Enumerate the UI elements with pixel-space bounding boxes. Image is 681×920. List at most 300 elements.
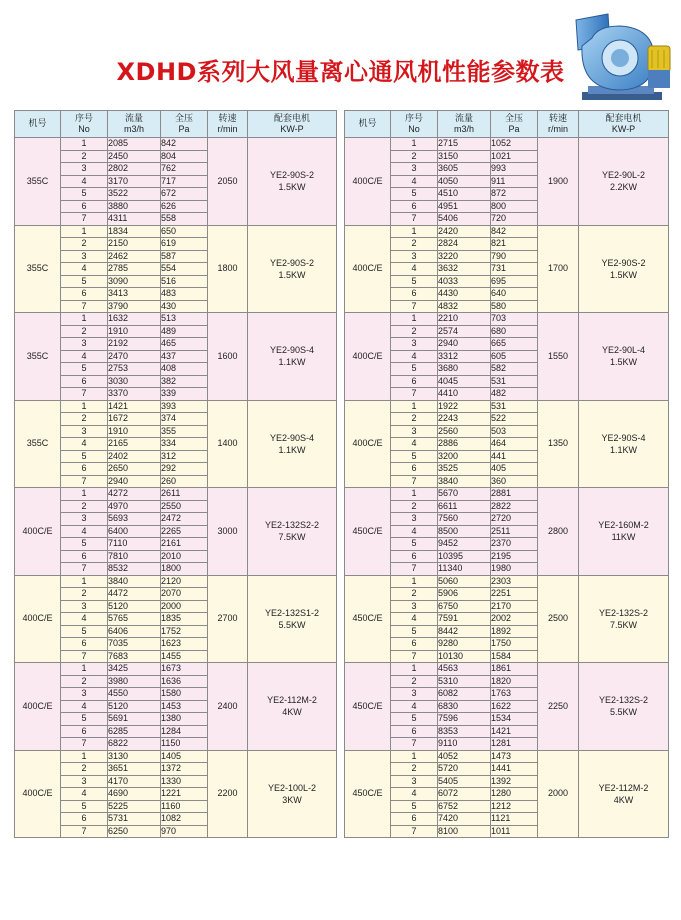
seq-cell: 2 — [61, 150, 108, 163]
table-header — [15, 111, 337, 138]
motor-model: YE2-132S1-2 — [264, 607, 320, 618]
seq-cell: 3 — [391, 513, 438, 526]
motor-cell — [579, 663, 669, 751]
model-cell: 400C/E — [345, 313, 391, 401]
motor-power: 3KW — [282, 794, 302, 805]
header-pressure: 全压 Pa — [161, 111, 208, 138]
flow-cell: 3413 — [108, 288, 161, 301]
seq-cell: 1 — [391, 663, 438, 676]
pressure-cell: 911 — [491, 175, 538, 188]
pressure-cell: 1150 — [161, 738, 208, 751]
motor-model: YE2-132S2-2 — [264, 520, 320, 531]
header-motor: 配套电机 KW-P — [579, 111, 669, 138]
pressure-cell: 464 — [491, 438, 538, 451]
speed-cell: 1350 — [538, 400, 579, 488]
seq-cell: 3 — [61, 338, 108, 351]
seq-cell: 5 — [61, 713, 108, 726]
motor-model: YE2-100L-2 — [267, 782, 317, 793]
flow-cell: 4690 — [108, 788, 161, 801]
flow-cell: 1421 — [108, 400, 161, 413]
pressure-cell: 312 — [161, 450, 208, 463]
speed-cell: 1800 — [208, 225, 248, 313]
seq-cell: 4 — [391, 350, 438, 363]
speed-cell: 1400 — [208, 400, 248, 488]
pressure-cell: 482 — [491, 388, 538, 401]
motor-cell — [248, 400, 337, 488]
pressure-cell: 334 — [161, 438, 208, 451]
pressure-cell: 1673 — [161, 663, 208, 676]
flow-cell: 3522 — [108, 188, 161, 201]
flow-cell: 4050 — [438, 175, 491, 188]
flow-cell: 5731 — [108, 813, 161, 826]
flow-cell: 3150 — [438, 150, 491, 163]
model-cell: 450C/E — [345, 575, 391, 663]
motor-cell — [248, 313, 337, 401]
flow-cell: 10395 — [438, 550, 491, 563]
seq-cell: 3 — [61, 250, 108, 263]
pressure-cell: 680 — [491, 325, 538, 338]
table-row — [345, 225, 669, 238]
seq-cell: 2 — [61, 413, 108, 426]
pressure-cell: 842 — [491, 225, 538, 238]
pressure-cell: 260 — [161, 475, 208, 488]
pressure-cell: 531 — [491, 400, 538, 413]
pressure-cell: 665 — [491, 338, 538, 351]
pressure-cell: 1372 — [161, 763, 208, 776]
table-row — [345, 663, 669, 676]
motor-model: YE2-90S-2 — [601, 257, 646, 268]
flow-cell: 2715 — [438, 138, 491, 151]
pressure-cell: 2611 — [161, 488, 208, 501]
pressure-cell: 1763 — [491, 688, 538, 701]
pressure-cell: 1212 — [491, 800, 538, 813]
flow-cell: 9452 — [438, 538, 491, 551]
flow-cell: 4410 — [438, 388, 491, 401]
pressure-cell: 1281 — [491, 738, 538, 751]
seq-cell: 4 — [61, 700, 108, 713]
pressure-cell: 430 — [161, 300, 208, 313]
seq-cell: 7 — [61, 213, 108, 226]
header-motor: 配套电机 KW-P — [248, 111, 337, 138]
pressure-cell: 1280 — [491, 788, 538, 801]
motor-power: 11KW — [611, 532, 636, 543]
flow-cell: 2420 — [438, 225, 491, 238]
seq-cell: 5 — [391, 538, 438, 551]
table-row — [15, 400, 337, 413]
flow-cell: 6406 — [108, 625, 161, 638]
seq-cell: 6 — [61, 725, 108, 738]
motor-power: 1.5KW — [609, 269, 637, 280]
flow-cell: 7591 — [438, 613, 491, 626]
pressure-cell: 292 — [161, 463, 208, 476]
seq-cell: 4 — [61, 438, 108, 451]
seq-cell: 2 — [391, 763, 438, 776]
seq-cell: 4 — [61, 613, 108, 626]
pressure-cell: 382 — [161, 375, 208, 388]
motor-cell — [579, 575, 669, 663]
flow-cell: 3170 — [108, 175, 161, 188]
header-model: 机号 — [15, 111, 61, 138]
pressure-cell: 703 — [491, 313, 538, 326]
flow-cell: 3651 — [108, 763, 161, 776]
motor-cell — [248, 488, 337, 576]
header-flow: 流量 m3/h — [108, 111, 161, 138]
pressure-cell: 503 — [491, 425, 538, 438]
flow-cell: 8100 — [438, 825, 491, 838]
pressure-cell: 842 — [161, 138, 208, 151]
seq-cell: 3 — [391, 688, 438, 701]
pressure-cell: 2881 — [491, 488, 538, 501]
seq-cell: 5 — [61, 625, 108, 638]
model-cell: 450C/E — [345, 663, 391, 751]
seq-cell: 6 — [391, 638, 438, 651]
flow-cell: 2940 — [438, 338, 491, 351]
pressure-cell: 522 — [491, 413, 538, 426]
seq-cell: 4 — [61, 788, 108, 801]
motor-cell — [579, 313, 669, 401]
table-row — [15, 575, 337, 588]
flow-cell: 6830 — [438, 700, 491, 713]
pressure-cell: 1800 — [161, 563, 208, 576]
flow-cell: 3200 — [438, 450, 491, 463]
seq-cell: 7 — [391, 738, 438, 751]
seq-cell: 7 — [61, 738, 108, 751]
seq-cell: 5 — [61, 275, 108, 288]
seq-cell: 3 — [391, 163, 438, 176]
motor-power: 7.5KW — [609, 619, 637, 630]
flow-cell: 5720 — [438, 763, 491, 776]
pressure-cell: 405 — [491, 463, 538, 476]
flow-cell: 4430 — [438, 288, 491, 301]
flow-cell: 1632 — [108, 313, 161, 326]
pressure-cell: 993 — [491, 163, 538, 176]
flow-cell: 2886 — [438, 438, 491, 451]
pressure-cell: 790 — [491, 250, 538, 263]
seq-cell: 3 — [61, 600, 108, 613]
flow-cell: 7110 — [108, 538, 161, 551]
flow-cell: 2824 — [438, 238, 491, 251]
model-cell: 400C/E — [345, 225, 391, 313]
pressure-cell: 1752 — [161, 625, 208, 638]
motor-model: YE2-112M-2 — [267, 695, 317, 706]
pressure-cell: 1980 — [491, 563, 538, 576]
speed-cell: 2000 — [538, 750, 579, 838]
pressure-cell: 393 — [161, 400, 208, 413]
flow-cell: 6250 — [108, 825, 161, 838]
flow-cell: 2243 — [438, 413, 491, 426]
pressure-cell: 1421 — [491, 725, 538, 738]
flow-cell: 4272 — [108, 488, 161, 501]
table-row — [345, 750, 669, 763]
seq-cell: 5 — [61, 450, 108, 463]
pressure-cell: 650 — [161, 225, 208, 238]
seq-cell: 3 — [391, 775, 438, 788]
pressure-cell: 804 — [161, 150, 208, 163]
seq-cell: 3 — [61, 513, 108, 526]
flow-cell: 6750 — [438, 600, 491, 613]
pressure-cell: 872 — [491, 188, 538, 201]
seq-cell: 6 — [61, 813, 108, 826]
pressure-cell: 1861 — [491, 663, 538, 676]
flow-cell: 1910 — [108, 325, 161, 338]
seq-cell: 2 — [61, 763, 108, 776]
pressure-cell: 489 — [161, 325, 208, 338]
seq-cell: 6 — [391, 725, 438, 738]
seq-cell: 4 — [61, 350, 108, 363]
motor-cell — [248, 750, 337, 838]
seq-cell: 6 — [391, 200, 438, 213]
flow-cell: 6611 — [438, 500, 491, 513]
seq-cell: 1 — [61, 663, 108, 676]
speed-cell: 2800 — [538, 488, 579, 576]
flow-cell: 3370 — [108, 388, 161, 401]
pressure-cell: 437 — [161, 350, 208, 363]
seq-cell: 6 — [61, 288, 108, 301]
speed-cell: 2400 — [208, 663, 248, 751]
seq-cell: 2 — [61, 500, 108, 513]
pressure-cell: 516 — [161, 275, 208, 288]
seq-cell: 5 — [391, 713, 438, 726]
table-row — [15, 750, 337, 763]
flow-cell: 6752 — [438, 800, 491, 813]
motor-power: 5.5KW — [278, 619, 306, 630]
model-cell: 355C — [15, 138, 61, 226]
speed-cell: 2200 — [208, 750, 248, 838]
flow-cell: 11340 — [438, 563, 491, 576]
pressure-cell: 1473 — [491, 750, 538, 763]
pressure-cell: 1835 — [161, 613, 208, 626]
table-row — [15, 225, 337, 238]
flow-cell: 4311 — [108, 213, 161, 226]
flow-cell: 1922 — [438, 400, 491, 413]
flow-cell: 2560 — [438, 425, 491, 438]
pressure-cell: 2251 — [491, 588, 538, 601]
table-row — [15, 663, 337, 676]
seq-cell: 1 — [61, 138, 108, 151]
pressure-cell: 483 — [161, 288, 208, 301]
seq-cell: 4 — [61, 525, 108, 538]
seq-cell: 4 — [391, 700, 438, 713]
motor-cell — [579, 750, 669, 838]
seq-cell: 6 — [61, 375, 108, 388]
seq-cell: 1 — [391, 575, 438, 588]
pressure-cell: 1750 — [491, 638, 538, 651]
seq-cell: 7 — [391, 300, 438, 313]
model-cell: 400C/E — [15, 750, 61, 838]
seq-cell: 2 — [391, 413, 438, 426]
flow-cell: 5310 — [438, 675, 491, 688]
seq-cell: 7 — [391, 563, 438, 576]
pressure-cell: 626 — [161, 200, 208, 213]
performance-table-right — [344, 110, 669, 838]
motor-model: YE2-90S-4 — [269, 345, 315, 356]
flow-cell: 5405 — [438, 775, 491, 788]
pressure-cell: 2002 — [491, 613, 538, 626]
table-row — [345, 488, 669, 501]
flow-cell: 2165 — [108, 438, 161, 451]
pressure-cell: 558 — [161, 213, 208, 226]
pressure-cell: 587 — [161, 250, 208, 263]
seq-cell: 5 — [61, 538, 108, 551]
seq-cell: 2 — [61, 238, 108, 251]
motor-cell — [579, 400, 669, 488]
table-row — [15, 138, 337, 151]
centrifugal-fan-icon — [562, 6, 674, 106]
seq-cell: 2 — [391, 675, 438, 688]
seq-cell: 6 — [391, 375, 438, 388]
seq-cell: 6 — [61, 638, 108, 651]
seq-cell: 2 — [391, 238, 438, 251]
seq-cell: 3 — [61, 775, 108, 788]
seq-cell: 1 — [61, 750, 108, 763]
flow-cell: 3840 — [438, 475, 491, 488]
flow-cell: 4970 — [108, 500, 161, 513]
motor-model: YE2-90S-4 — [601, 432, 646, 443]
model-cell: 400C/E — [15, 488, 61, 576]
seq-cell: 4 — [61, 175, 108, 188]
speed-cell: 1550 — [538, 313, 579, 401]
pressure-cell: 513 — [161, 313, 208, 326]
seq-cell: 7 — [61, 300, 108, 313]
pressure-cell: 339 — [161, 388, 208, 401]
flow-cell: 5120 — [108, 700, 161, 713]
motor-power: 1.1KW — [609, 444, 637, 455]
flow-cell: 6285 — [108, 725, 161, 738]
motor-model: YE2-132S-2 — [598, 695, 649, 706]
pressure-cell: 1623 — [161, 638, 208, 651]
table-row — [15, 313, 337, 326]
flow-cell: 2402 — [108, 450, 161, 463]
seq-cell: 7 — [61, 825, 108, 838]
model-cell: 355C — [15, 400, 61, 488]
model-cell: 400C/E — [15, 663, 61, 751]
speed-cell: 3000 — [208, 488, 248, 576]
table-body — [15, 138, 337, 838]
seq-cell: 1 — [391, 138, 438, 151]
model-cell: 400C/E — [345, 138, 391, 226]
flow-cell: 3632 — [438, 263, 491, 276]
seq-cell: 6 — [391, 288, 438, 301]
flow-cell: 3605 — [438, 163, 491, 176]
flow-cell: 8353 — [438, 725, 491, 738]
flow-cell: 2650 — [108, 463, 161, 476]
pressure-cell: 821 — [491, 238, 538, 251]
speed-cell: 1900 — [538, 138, 579, 226]
flow-cell: 3840 — [108, 575, 161, 588]
flow-cell: 2470 — [108, 350, 161, 363]
motor-cell — [248, 663, 337, 751]
seq-cell: 7 — [391, 825, 438, 838]
header-seq: 序号 No — [391, 111, 438, 138]
pressure-cell: 2822 — [491, 500, 538, 513]
flow-cell: 8442 — [438, 625, 491, 638]
motor-power: 2.2KW — [609, 182, 637, 193]
pressure-cell: 582 — [491, 363, 538, 376]
pressure-cell: 2370 — [491, 538, 538, 551]
motor-cell — [248, 225, 337, 313]
flow-cell: 2574 — [438, 325, 491, 338]
pressure-cell: 619 — [161, 238, 208, 251]
header-speed: 转速 r/min — [538, 111, 579, 138]
pressure-cell: 605 — [491, 350, 538, 363]
seq-cell: 4 — [391, 438, 438, 451]
seq-cell: 4 — [391, 175, 438, 188]
motor-power: 1.1KW — [278, 357, 306, 368]
pressure-cell: 1455 — [161, 650, 208, 663]
motor-power: 7.5KW — [278, 532, 306, 543]
pressure-cell: 1636 — [161, 675, 208, 688]
pressure-cell: 374 — [161, 413, 208, 426]
seq-cell: 3 — [61, 425, 108, 438]
pressure-cell: 717 — [161, 175, 208, 188]
seq-cell: 6 — [391, 813, 438, 826]
flow-cell: 6072 — [438, 788, 491, 801]
flow-cell: 3425 — [108, 663, 161, 676]
motor-power: 1.5KW — [278, 269, 306, 280]
flow-cell: 7560 — [438, 513, 491, 526]
pressure-cell: 1221 — [161, 788, 208, 801]
seq-cell: 1 — [391, 225, 438, 238]
seq-cell: 1 — [61, 400, 108, 413]
pressure-cell: 554 — [161, 263, 208, 276]
pressure-cell: 731 — [491, 263, 538, 276]
flow-cell: 7683 — [108, 650, 161, 663]
flow-cell: 2192 — [108, 338, 161, 351]
pressure-cell: 1405 — [161, 750, 208, 763]
seq-cell: 1 — [391, 750, 438, 763]
motor-model: YE2-160M-2 — [598, 520, 649, 531]
pressure-cell: 531 — [491, 375, 538, 388]
model-cell: 355C — [15, 313, 61, 401]
pressure-cell: 1534 — [491, 713, 538, 726]
flow-cell: 3220 — [438, 250, 491, 263]
model-cell: 355C — [15, 225, 61, 313]
pressure-cell: 2000 — [161, 600, 208, 613]
seq-cell: 7 — [61, 563, 108, 576]
flow-cell: 3980 — [108, 675, 161, 688]
seq-cell: 1 — [61, 575, 108, 588]
pressure-cell: 2161 — [161, 538, 208, 551]
seq-cell: 7 — [61, 388, 108, 401]
speed-cell: 2250 — [538, 663, 579, 751]
seq-cell: 6 — [61, 200, 108, 213]
seq-cell: 7 — [61, 475, 108, 488]
pressure-cell: 465 — [161, 338, 208, 351]
flow-cell: 6822 — [108, 738, 161, 751]
table-row — [345, 138, 669, 151]
flow-cell: 5406 — [438, 213, 491, 226]
motor-power: 1.5KW — [609, 357, 637, 368]
seq-cell: 4 — [61, 263, 108, 276]
motor-model: YE2-90S-2 — [269, 170, 315, 181]
flow-cell: 2802 — [108, 163, 161, 176]
motor-power: 4KW — [282, 707, 302, 718]
flow-cell: 4563 — [438, 663, 491, 676]
seq-cell: 3 — [391, 600, 438, 613]
page-title: XDHD系列大风量离心通风机性能参数表 — [116, 58, 565, 86]
seq-cell: 1 — [391, 313, 438, 326]
seq-cell: 4 — [391, 525, 438, 538]
pressure-cell: 2010 — [161, 550, 208, 563]
flow-cell: 5060 — [438, 575, 491, 588]
seq-cell: 2 — [61, 325, 108, 338]
pressure-cell: 1284 — [161, 725, 208, 738]
header-flow: 流量 m3/h — [438, 111, 491, 138]
flow-cell: 4951 — [438, 200, 491, 213]
seq-cell: 7 — [391, 388, 438, 401]
seq-cell: 5 — [391, 625, 438, 638]
pressure-cell: 1820 — [491, 675, 538, 688]
